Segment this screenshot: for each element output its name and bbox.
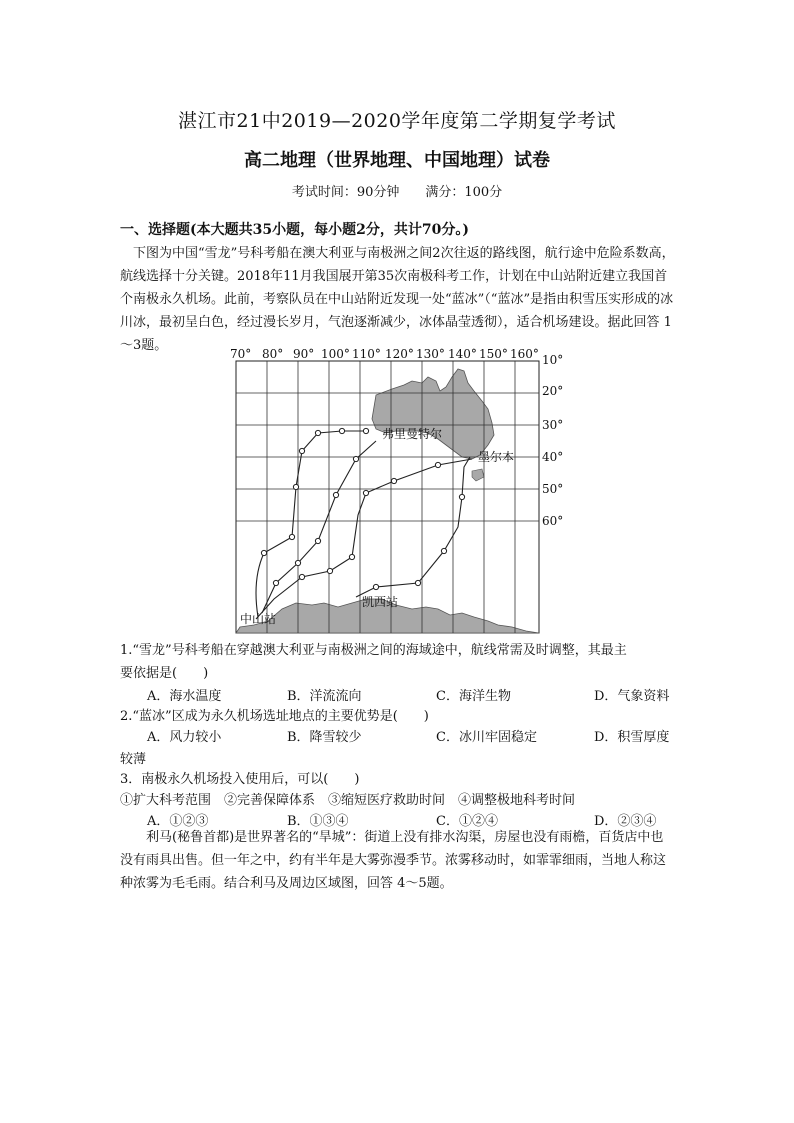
question-3-stem: 3．南极永久机场投入使用后，可以( ) <box>120 772 360 787</box>
route-map-figure <box>226 347 564 635</box>
q3-option-d: D．②③④ <box>594 814 657 829</box>
question-1-stem-cont: 要依据是( ) <box>120 666 209 681</box>
lat-label: 20° <box>542 384 564 398</box>
q2-option-d: D．积雪厚度 <box>594 730 670 745</box>
q2-option-d-cont: 较薄 <box>120 752 147 767</box>
label-casey-station: 凯西站 <box>362 595 399 609</box>
question-3-sub-items: ①扩大科考范围 ②完善保障体系 ③缩短医疗救助时间 ④调整极地科考时间 <box>120 793 576 808</box>
label-zhongshan-station: 中山站 <box>240 612 277 626</box>
label-fremantle: 弗里曼特尔 <box>382 427 443 441</box>
latitude-labels <box>542 353 563 528</box>
lon-label: 160° <box>510 347 539 361</box>
longitude-labels <box>230 347 539 361</box>
q3-option-c: C．①②④ <box>436 814 498 829</box>
label-melbourne: 墨尔本 <box>478 450 515 464</box>
lat-label: 10° <box>542 353 564 367</box>
question-1-stem: 1.“雪龙”号科考船在穿越澳大利亚与南极洲之间的海域途中，航线常需及时调整，其最主 <box>120 643 627 658</box>
intro-paragraph: 下图为中国“雪龙”号科考船在澳大利亚与南极洲之间2次往返的路线图，航行途中危险系数高，航线选择十分关键。2018年11月我国展开第35次南极科考工作，计划在中山站附近建立我国首个南极永久机场。此前，考察队员在中山站附近发现一处“蓝冰”（“蓝冰”是指由积雪压实形成的冰川冰，最初呈白色，经过漫长岁月，气泡逐渐减少，冰体晶莹透彻），适合机场建设。据此回答 1～3题。 <box>120 246 675 353</box>
section-heading: 一、选择题(本大题共35小题，每小题2分，共计70分。) <box>120 222 469 238</box>
exam-subtitle: 高二地理（世界地理、中国地理）试卷 <box>244 150 550 171</box>
lon-label: 70° <box>230 347 252 361</box>
question-2-stem: 2.“蓝冰”区成为永久机场选址地点的主要优势是( ) <box>120 709 429 724</box>
exam-info: 考试时间：90分钟 满分：100分 <box>291 185 503 200</box>
lat-label: 30° <box>542 418 564 432</box>
lat-label: 40° <box>542 450 564 464</box>
q3-option-b: B．①③④ <box>287 814 349 829</box>
q1-option-d: D．气象资料 <box>594 689 670 704</box>
q2-option-c: C．冰川牢固稳定 <box>436 730 537 745</box>
lat-label: 50° <box>542 482 564 496</box>
exam-title: 湛江市21中2019—2020学年度第二学期复学考试 <box>178 110 616 132</box>
q1-option-c: C．海洋生物 <box>436 689 511 704</box>
lon-label: 100° <box>321 347 350 361</box>
lat-label: 60° <box>542 514 564 528</box>
q2-option-a: A．风力较小 <box>147 730 222 745</box>
passage-lima: 利马(秘鲁首都)是世界著名的“旱城”：街道上没有排水沟渠，房屋也没有雨檐，百货店中也没有雨具出售。但一年之中，约有半年是大雾弥漫季节。浓雾移动时，如霏霏细雨，当地人称这种浓雾为毛毛雨。结合利马及周边区域图，回答 4～5题。 <box>120 830 667 891</box>
lon-label: 130° <box>416 347 445 361</box>
lon-label: 80° <box>262 347 284 361</box>
q3-option-a: A．①②③ <box>147 814 209 829</box>
q1-option-a: A．海水温度 <box>147 689 222 704</box>
lon-label: 150° <box>479 347 508 361</box>
q1-option-b: B．洋流流向 <box>287 689 362 704</box>
lon-label: 120° <box>385 347 414 361</box>
lon-label: 110° <box>352 347 381 361</box>
lon-label: 90° <box>293 347 315 361</box>
q2-option-b: B．降雪较少 <box>287 730 362 745</box>
lon-label: 140° <box>448 347 477 361</box>
